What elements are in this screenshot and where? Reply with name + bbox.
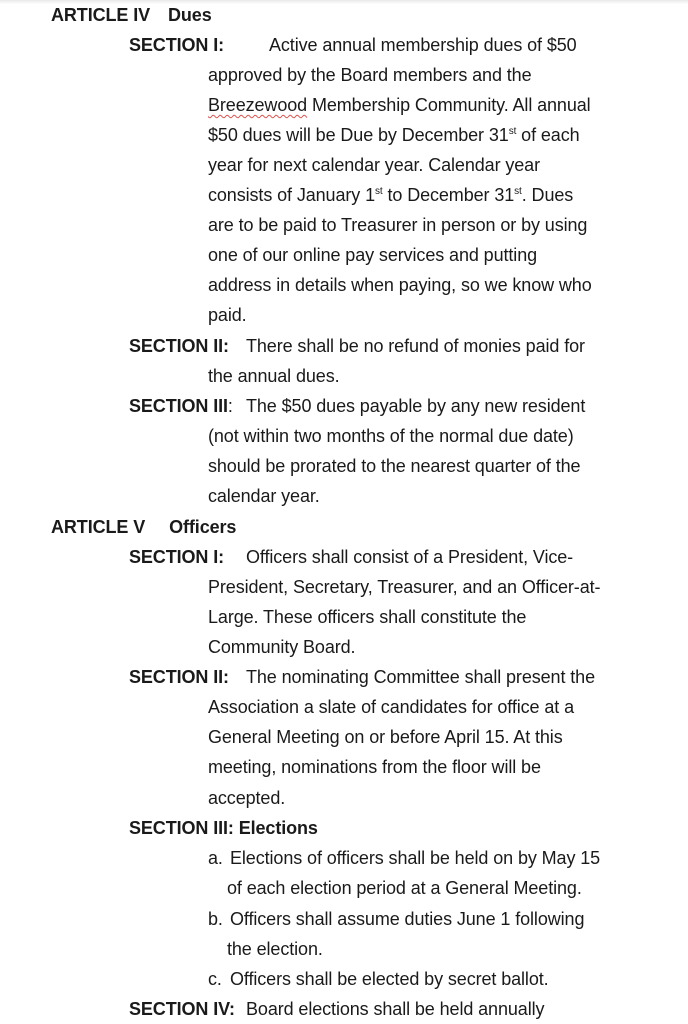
section-label: SECTION IV:: [129, 999, 235, 1019]
text-span: of each: [516, 125, 580, 145]
section-text-line: President, Secretary, Treasurer, and an Officer-at-: [208, 577, 601, 597]
section-text-line: The $50 dues payable by any new resident: [246, 396, 586, 416]
section-label: SECTION I:: [129, 35, 225, 55]
section-text-line: meeting, nominations from the floor will be: [208, 757, 541, 777]
section-text-line: year for next calendar year. Calendar year: [208, 155, 540, 175]
section-label: SECTION II:: [129, 336, 229, 356]
section-text-line: should be prorated to the nearest quarter of the: [208, 456, 581, 476]
text-span: to December 31: [382, 185, 515, 205]
list-item-line: of each election period at a General Meeting.: [227, 878, 582, 898]
section-text-line: Community Board.: [208, 637, 356, 657]
text-span: $50 dues will be Due by December 31: [208, 125, 509, 145]
list-item-marker: b.: [208, 909, 223, 929]
section-text-line: (not within two months of the normal due date): [208, 426, 574, 446]
text-span: consists of January 1: [208, 185, 375, 205]
section-text-line: General Meeting on or before April 15. At this: [208, 727, 563, 747]
list-item-line: the election.: [227, 939, 323, 959]
section-text-line: [208, 180, 573, 210]
section-text-line: [208, 120, 580, 150]
article-label: ARTICLE IV: [51, 5, 151, 25]
ordinal-suffix: st: [508, 126, 517, 137]
list-item-line: Elections of officers shall be held on by May 15: [230, 848, 601, 868]
section-text-line: Association a slate of candidates for office at a: [208, 697, 574, 717]
section-label: SECTION I:: [129, 547, 225, 567]
list-item-marker: a.: [208, 848, 223, 868]
section-text-line: paid.: [208, 305, 247, 325]
section-text-line: calendar year.: [208, 486, 320, 506]
text-span: . Dues: [521, 185, 574, 205]
article-label: ARTICLE V: [51, 517, 146, 537]
list-item-marker: c.: [208, 969, 222, 989]
section-label: [129, 391, 233, 421]
section-text-line: the annual dues.: [208, 366, 340, 386]
article-title: Dues: [168, 5, 212, 25]
ordinal-suffix: st: [514, 186, 522, 197]
section-label: SECTION II:: [129, 667, 229, 687]
article-heading: [51, 512, 236, 542]
text-span: Membership Community. All annual: [307, 95, 591, 115]
section-text-line: one of our online pay services and putting: [208, 245, 538, 265]
text-span: SECTION III: [129, 396, 228, 416]
section-text-line: approved by the Board members and the: [208, 65, 532, 85]
list-item-line: Officers shall be elected by secret ballot.: [230, 969, 549, 989]
ordinal-suffix: st: [374, 186, 383, 197]
section-text-line: accepted.: [208, 788, 286, 808]
text-span: :: [227, 396, 233, 416]
section-text-line: Large. These officers shall constitute the: [208, 607, 527, 627]
misspelled-word[interactable]: Breezewood: [208, 95, 308, 115]
section-label: SECTION III: Elections: [129, 818, 318, 838]
article-heading: [51, 0, 212, 30]
article-title: Officers: [169, 517, 237, 537]
section-text-line: are to be paid to Treasurer in person or by using: [208, 215, 588, 235]
section-text-line: Officers shall consist of a President, Vice-: [246, 547, 574, 567]
section-text-line: Board elections shall be held annually: [246, 999, 545, 1019]
section-text-line: [208, 90, 591, 120]
section-text-line: address in details when paying, so we know who: [208, 275, 592, 295]
section-text-line: Active annual membership dues of $50: [269, 35, 577, 55]
section-text-line: The nominating Committee shall present the: [246, 667, 595, 687]
list-item-line: Officers shall assume duties June 1 following: [230, 909, 585, 929]
section-text-line: There shall be no refund of monies paid for: [246, 336, 585, 356]
